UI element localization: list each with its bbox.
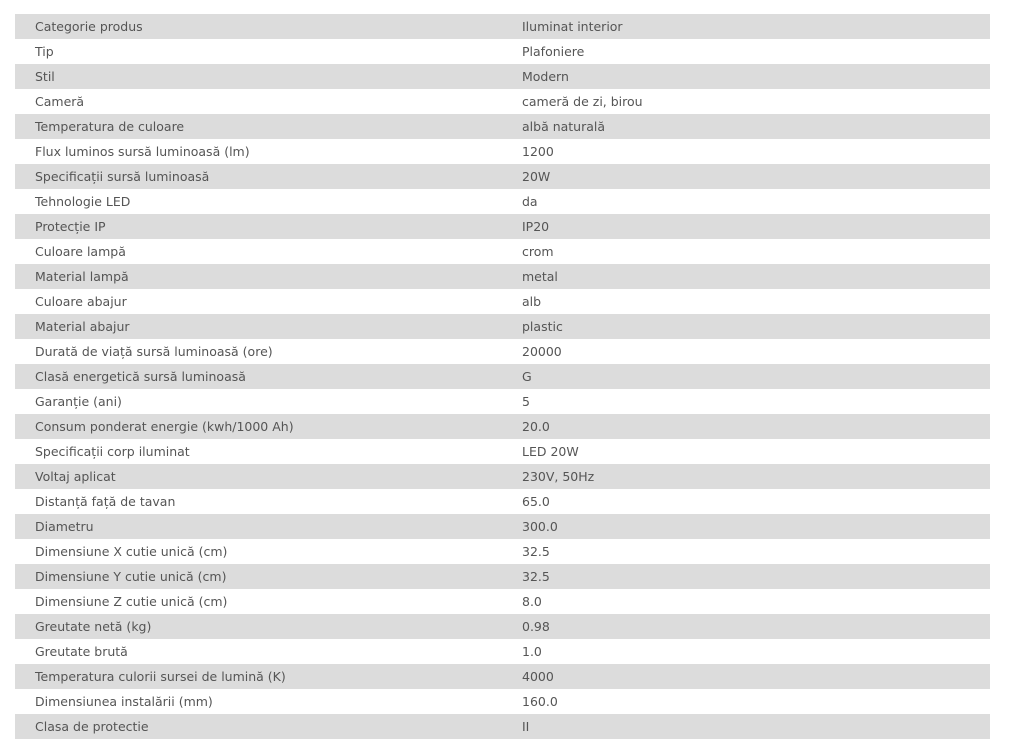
spec-label: Dimensiune Y cutie unică (cm) bbox=[15, 564, 502, 589]
spec-row bbox=[15, 114, 990, 139]
product-specifications-table bbox=[15, 14, 990, 739]
spec-row bbox=[15, 339, 990, 364]
spec-value: 1200 bbox=[502, 139, 990, 164]
spec-value: cameră de zi, birou bbox=[502, 89, 990, 114]
spec-row bbox=[15, 139, 990, 164]
spec-row bbox=[15, 189, 990, 214]
spec-value: plastic bbox=[502, 314, 990, 339]
spec-label: Tip bbox=[15, 39, 502, 64]
spec-row bbox=[15, 289, 990, 314]
spec-label: Consum ponderat energie (kwh/1000 Ah) bbox=[15, 414, 502, 439]
spec-row bbox=[15, 489, 990, 514]
spec-row bbox=[15, 664, 990, 689]
spec-row bbox=[15, 214, 990, 239]
spec-value: 5 bbox=[502, 389, 990, 414]
spec-row bbox=[15, 414, 990, 439]
spec-label: Protecție IP bbox=[15, 214, 502, 239]
spec-label: Dimensiune X cutie unică (cm) bbox=[15, 539, 502, 564]
spec-label: Distanță față de tavan bbox=[15, 489, 502, 514]
spec-row bbox=[15, 689, 990, 714]
spec-row bbox=[15, 589, 990, 614]
spec-value: IP20 bbox=[502, 214, 990, 239]
spec-table-body bbox=[15, 14, 990, 739]
spec-label: Culoare lampă bbox=[15, 239, 502, 264]
spec-row bbox=[15, 239, 990, 264]
spec-row bbox=[15, 639, 990, 664]
spec-value: II bbox=[502, 714, 990, 739]
spec-value: da bbox=[502, 189, 990, 214]
spec-label: Greutate brută bbox=[15, 639, 502, 664]
spec-row bbox=[15, 14, 990, 39]
spec-row bbox=[15, 314, 990, 339]
spec-label: Temperatura de culoare bbox=[15, 114, 502, 139]
spec-label: Material abajur bbox=[15, 314, 502, 339]
spec-row bbox=[15, 614, 990, 639]
spec-value: 4000 bbox=[502, 664, 990, 689]
spec-label: Culoare abajur bbox=[15, 289, 502, 314]
spec-value: 160.0 bbox=[502, 689, 990, 714]
spec-label: Diametru bbox=[15, 514, 502, 539]
spec-label: Greutate netă (kg) bbox=[15, 614, 502, 639]
spec-label: Voltaj aplicat bbox=[15, 464, 502, 489]
spec-label: Clasa de protectie bbox=[15, 714, 502, 739]
spec-row bbox=[15, 64, 990, 89]
spec-row bbox=[15, 364, 990, 389]
spec-label: Material lampă bbox=[15, 264, 502, 289]
spec-value: Plafoniere bbox=[502, 39, 990, 64]
spec-value: 20W bbox=[502, 164, 990, 189]
spec-label: Clasă energetică sursă luminoasă bbox=[15, 364, 502, 389]
spec-value: Iluminat interior bbox=[502, 14, 990, 39]
spec-label: Temperatura culorii sursei de lumină (K) bbox=[15, 664, 502, 689]
spec-value: 230V, 50Hz bbox=[502, 464, 990, 489]
spec-row bbox=[15, 39, 990, 64]
spec-label: Cameră bbox=[15, 89, 502, 114]
spec-row bbox=[15, 514, 990, 539]
spec-value: 300.0 bbox=[502, 514, 990, 539]
spec-value: 20.0 bbox=[502, 414, 990, 439]
spec-value: LED 20W bbox=[502, 439, 990, 464]
spec-label: Durată de viață sursă luminoasă (ore) bbox=[15, 339, 502, 364]
spec-label: Specificații corp iluminat bbox=[15, 439, 502, 464]
spec-row bbox=[15, 164, 990, 189]
spec-value: 20000 bbox=[502, 339, 990, 364]
spec-value: Modern bbox=[502, 64, 990, 89]
spec-label: Flux luminos sursă luminoasă (lm) bbox=[15, 139, 502, 164]
spec-row bbox=[15, 264, 990, 289]
spec-row bbox=[15, 439, 990, 464]
spec-label: Stil bbox=[15, 64, 502, 89]
spec-value: 0.98 bbox=[502, 614, 990, 639]
spec-row bbox=[15, 564, 990, 589]
spec-value: 32.5 bbox=[502, 539, 990, 564]
spec-row bbox=[15, 539, 990, 564]
spec-label: Dimensiunea instalării (mm) bbox=[15, 689, 502, 714]
spec-value: 65.0 bbox=[502, 489, 990, 514]
spec-label: Categorie produs bbox=[15, 14, 502, 39]
spec-row bbox=[15, 714, 990, 739]
spec-label: Specificații sursă luminoasă bbox=[15, 164, 502, 189]
spec-value: 1.0 bbox=[502, 639, 990, 664]
spec-row bbox=[15, 89, 990, 114]
spec-label: Dimensiune Z cutie unică (cm) bbox=[15, 589, 502, 614]
spec-value: metal bbox=[502, 264, 990, 289]
spec-value: albă naturală bbox=[502, 114, 990, 139]
spec-value: 32.5 bbox=[502, 564, 990, 589]
spec-value: G bbox=[502, 364, 990, 389]
spec-value: crom bbox=[502, 239, 990, 264]
spec-value: alb bbox=[502, 289, 990, 314]
spec-label: Garanție (ani) bbox=[15, 389, 502, 414]
spec-row bbox=[15, 464, 990, 489]
spec-value: 8.0 bbox=[502, 589, 990, 614]
spec-row bbox=[15, 389, 990, 414]
spec-label: Tehnologie LED bbox=[15, 189, 502, 214]
